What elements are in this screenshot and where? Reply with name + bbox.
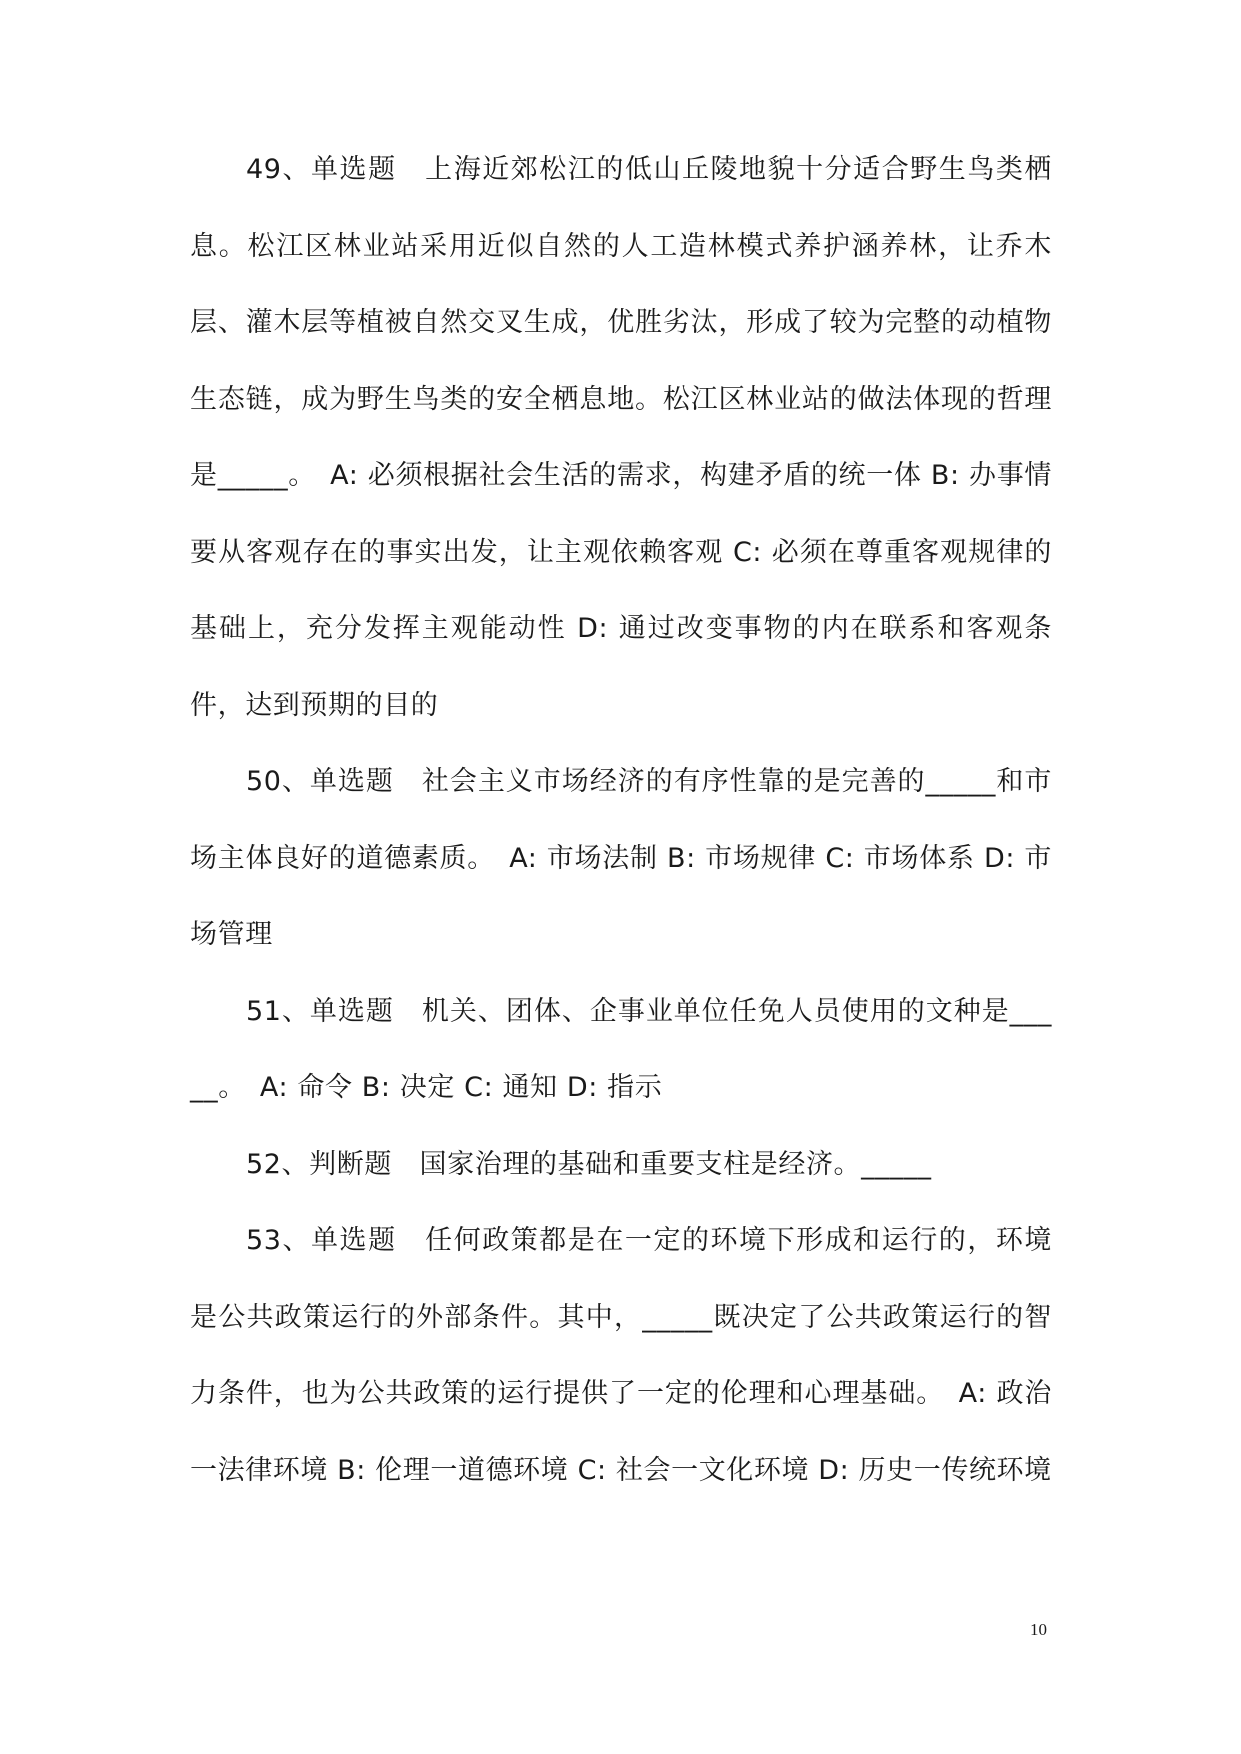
question-49: 49、单选题 上海近郊松江的低山丘陵地貌十分适合野生鸟类栖息。松江区林业站采用近似自然的人工造林模式养护涵养林，让乔木层、灌木层等植被自然交叉生成，优胜劣汰，形成了较为完整的动植物生态链，成为野生鸟类的安全栖息地。松江区林业站的做法体现的哲理是_____。 A: 必须根据社会生活的需求，构建矛盾的统一体 B: 办事情要从客观存在的事实出发，让主观依赖客观 C: 必须在尊重客观规律的基础上，充分发挥主观能动性 D: 通过改变事物的内在联系和客观条件，达到预期的目的: [190, 154, 1052, 721]
question-list: [190, 132, 1052, 1509]
question-53: 53、单选题 任何政策都是在一定的环境下形成和运行的，环境是公共政策运行的外部条件。其中，_____既决定了公共政策运行的智力条件，也为公共政策的运行提供了一定的伦理和心理基础。 A: 政治一法律环境 B: 伦理一道德环境 C: 社会一文化环境 D: 历史一传统环境: [190, 1225, 1052, 1486]
question-52: 52、判断题 国家治理的基础和重要支柱是经济。_____: [246, 1148, 932, 1180]
question-51: 51、单选题 机关、团体、企事业单位任免人员使用的文种是_____。 A: 命令 B: 决定 C: 通知 D: 指示: [190, 995, 1052, 1103]
question-50: 50、单选题 社会主义市场经济的有序性靠的是完善的_____和市场主体良好的道德素质。 A: 市场法制 B: 市场规律 C: 市场体系 D: 市场管理: [190, 766, 1052, 950]
page-number: 10: [1030, 1620, 1047, 1639]
